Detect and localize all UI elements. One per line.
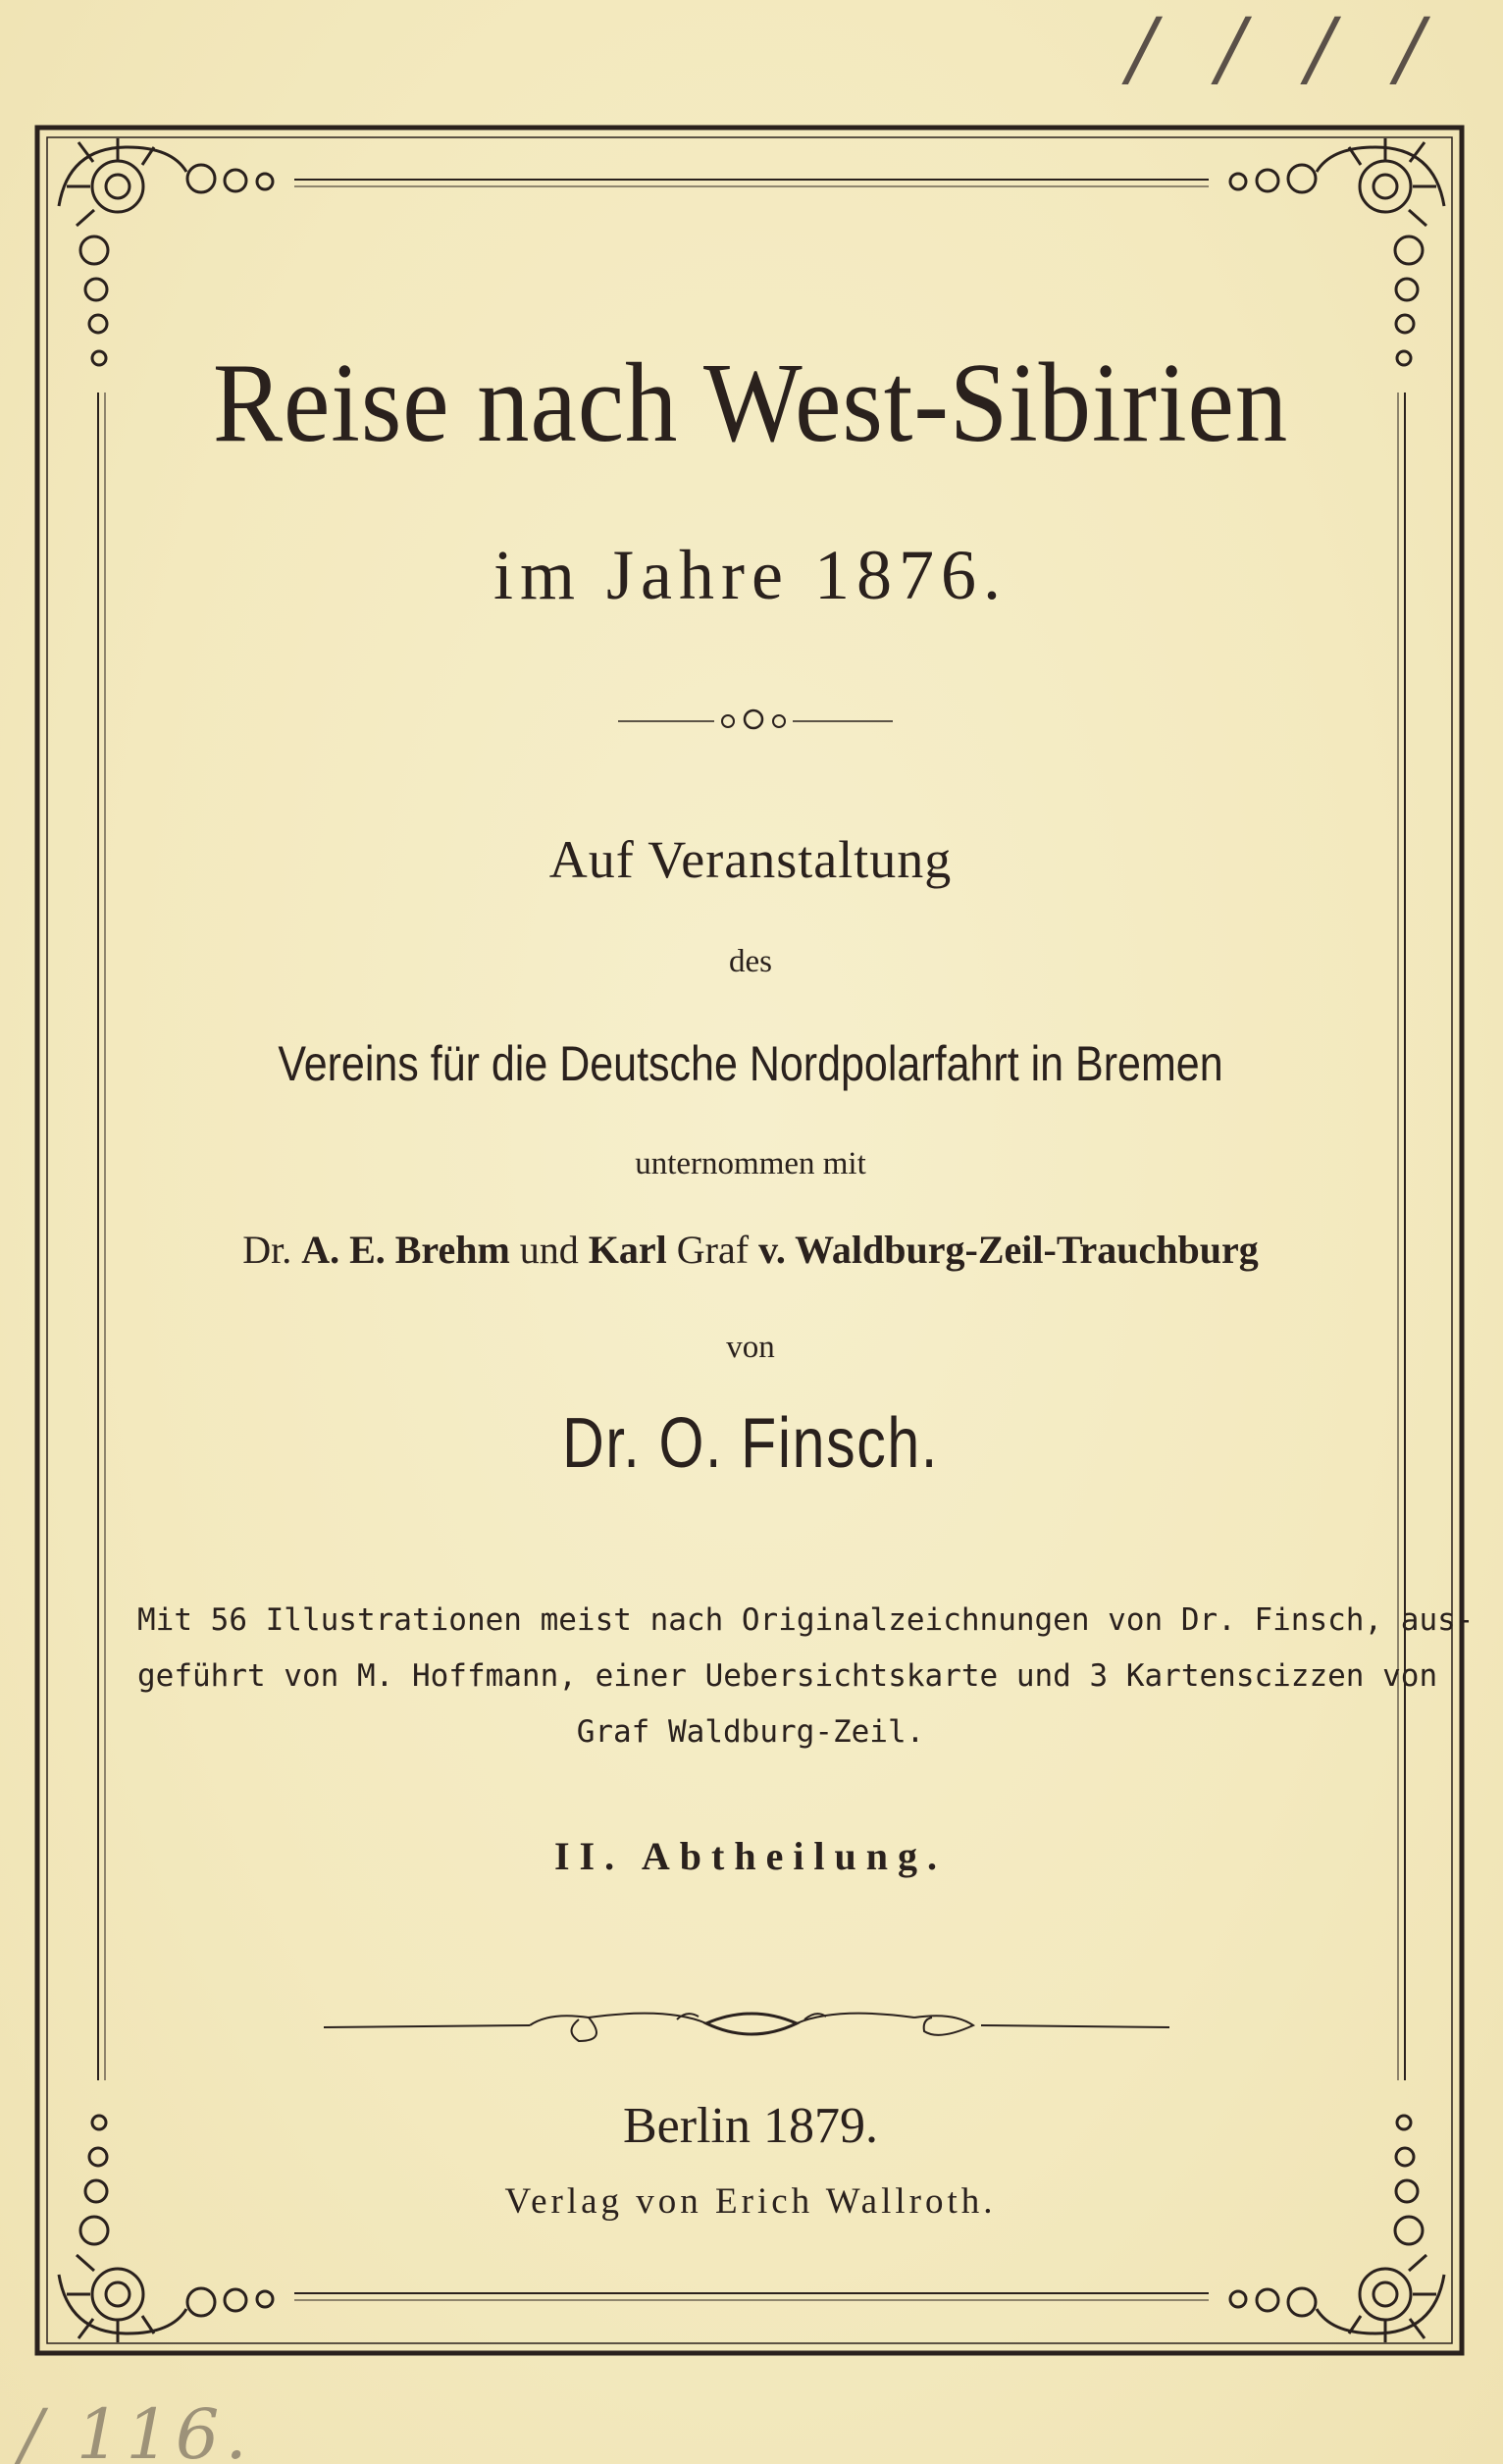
division-line: II. Abtheilung. — [553, 1834, 948, 1878]
name-karl: Karl — [588, 1228, 667, 1272]
flourish-divider — [324, 2014, 1169, 2041]
corner-ornament-top-right — [1230, 138, 1444, 365]
participants-line — [98, 1227, 1403, 1273]
small-divider — [618, 710, 893, 728]
handwritten-marks-top: / / / / — [1128, 0, 1442, 96]
book-subtitle: im Jahre 1876. — [493, 536, 1008, 614]
book-title: Reise nach West-Sibirien — [212, 341, 1289, 466]
corner-ornament-top-left — [59, 138, 273, 365]
name-brehm: A. E. Brehm — [301, 1228, 510, 1272]
illustrations-line-1: Mit 56 Illustrationen meist nach Originalzeichnungen von Dr. Finsch, aus- — [137, 1602, 1475, 1638]
von-line: von — [726, 1330, 775, 1365]
illustrations-line-2: geführt von M. Hoffmann, einer Uebersichtskarte und 3 Kartenscizzen von — [137, 1658, 1438, 1694]
des-line: des — [729, 944, 772, 979]
society-line: Vereins für die Deutsche Nordpolarfahrt in Bremen — [278, 1036, 1223, 1091]
handwritten-marks-bottom: / 116. — [20, 2394, 253, 2464]
illustrations-line-3: Graf Waldburg-Zeil. — [576, 1714, 925, 1750]
names-und: und — [509, 1228, 589, 1272]
city-year-line: Berlin 1879. — [623, 2098, 878, 2154]
publisher-line: Verlag von Erich Wallroth. — [504, 2181, 997, 2222]
undertaken-line: unternommen mit — [635, 1146, 866, 1181]
arrangement-line: Auf Veranstaltung — [548, 830, 953, 889]
name-waldburg: v. Waldburg-Zeil-Trauchburg — [758, 1228, 1259, 1272]
names-graf: Graf — [666, 1228, 759, 1272]
names-prefix: Dr. — [242, 1228, 302, 1272]
author-line: Dr. O. Finsch. — [562, 1404, 939, 1483]
